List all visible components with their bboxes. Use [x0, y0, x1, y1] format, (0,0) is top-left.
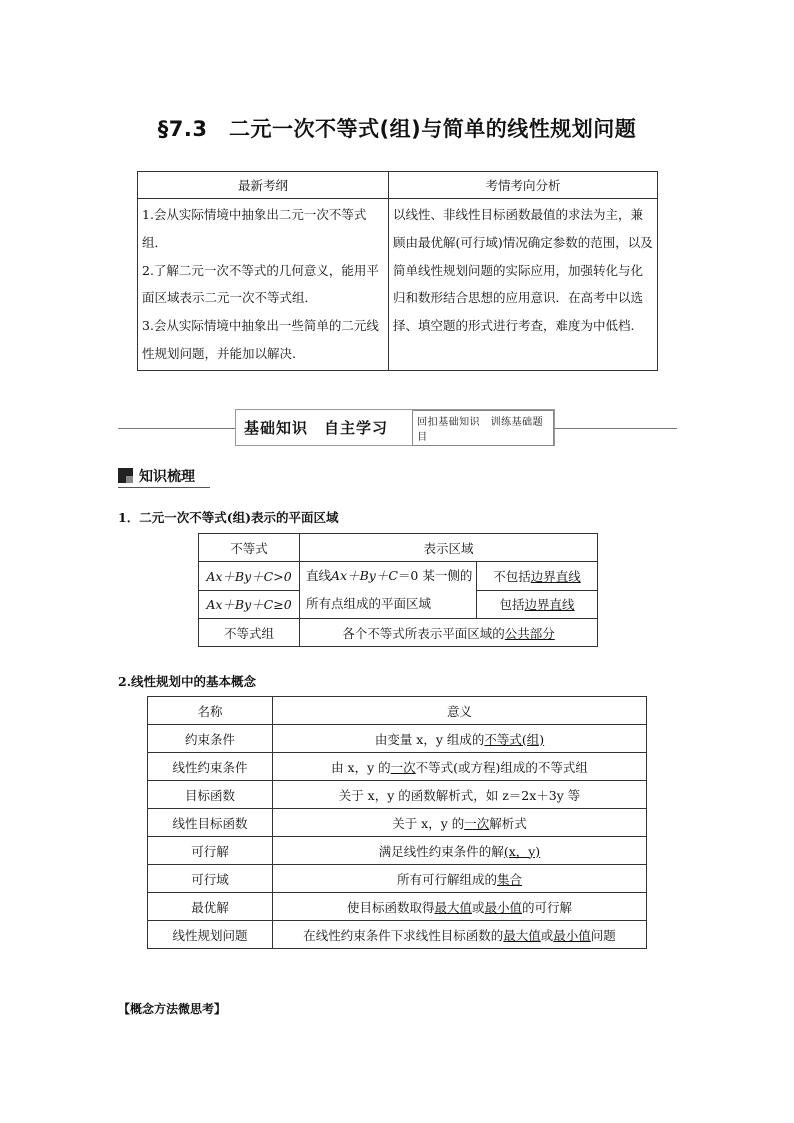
- concept-meaning: [273, 837, 647, 865]
- table-row: [148, 753, 647, 781]
- meaning-text: 或: [540, 927, 554, 943]
- meaning-underlined: 最大值: [503, 927, 541, 943]
- meaning-text: 使目标函数取得: [346, 899, 435, 915]
- table-row: [148, 781, 647, 809]
- table-row: [148, 809, 647, 837]
- meaning-text: 所有可行解组成的: [396, 871, 497, 887]
- region-desc-math: Ax＋By＋C: [331, 568, 398, 583]
- meaning-underlined: 最大值: [434, 899, 472, 915]
- banner-subtitle: 回扣基础知识 训练基础题目: [412, 410, 554, 446]
- meaning-text: 关于 x，y 的函数解析式，如 z＝2x＋3y 等: [338, 787, 581, 803]
- meaning-underlined: (x，y): [503, 843, 541, 859]
- syllabus-point-3: 3.会从实际情境中抽象出一些简单的二元线性规划问题，并能加以解决.: [142, 318, 379, 361]
- concept-meaning: [273, 753, 647, 781]
- section-heading: 知识梳理: [139, 469, 195, 485]
- meaning-underlined: 集合: [497, 871, 523, 887]
- meaning-underlined: 最小值: [484, 899, 523, 915]
- meaning-underlined: 不等式(组): [484, 731, 545, 747]
- region-header-ineq: 不等式: [199, 534, 300, 562]
- region-header-area: 表示区域: [300, 534, 598, 562]
- concept-name: 目标函数: [148, 781, 273, 809]
- region-ineq-nonstrict: Ax＋By＋C≥0: [199, 590, 300, 619]
- concept-name: 可行解: [148, 837, 273, 865]
- meaning-text: 不等式(或方程)组成的不等式组: [415, 759, 588, 775]
- concept-meaning: [273, 781, 647, 809]
- meaning-text: 关于 x，y 的: [392, 815, 465, 831]
- syllabus-header-left: 最新考纲: [138, 172, 389, 199]
- meaning-text: 或: [471, 899, 485, 915]
- region-note-strict: [477, 562, 598, 591]
- table-row: [148, 837, 647, 865]
- item1-heading: 1．二元一次不等式(组)表示的平面区域: [118, 510, 339, 525]
- concept-name: 线性约束条件: [148, 753, 273, 781]
- note-underlined: 边界直线: [524, 597, 575, 613]
- concept-meaning: [273, 865, 647, 893]
- section-banner: [235, 409, 555, 446]
- region-system-desc: [300, 619, 598, 647]
- region-table: [198, 533, 598, 647]
- meaning-text: 的可行解: [522, 899, 573, 915]
- meaning-text: 在线性约束条件下求线性目标函数的: [303, 927, 504, 943]
- note-text: 不包括: [493, 568, 531, 584]
- item3-heading: 【概念方法微思考】: [118, 1002, 227, 1016]
- banner-line-left: [118, 428, 235, 429]
- note-text: 包括: [499, 597, 525, 613]
- section-underline: [118, 487, 210, 488]
- syllabus-point-1: 1.会从实际情境中抽象出二元一次不等式组．: [142, 207, 367, 250]
- banner-line-right: [555, 428, 677, 429]
- concept-name: 可行域: [148, 865, 273, 893]
- meaning-text: 由变量 x，y 组成的: [374, 731, 485, 747]
- system-desc-text: 各个不等式所表示平面区域的: [342, 625, 505, 641]
- syllabus-table: [137, 171, 658, 371]
- item2-heading: 2.线性规划中的基本概念: [118, 674, 257, 689]
- region-description: [300, 562, 477, 619]
- concepts-header-meaning: 意义: [273, 697, 647, 725]
- table-row: [148, 725, 647, 753]
- table-row: [148, 865, 647, 893]
- meaning-text: 满足线性约束条件的解: [378, 843, 504, 859]
- table-row: [148, 893, 647, 921]
- note-underlined: 边界直线: [530, 568, 581, 584]
- meaning-underlined: 一次: [390, 759, 416, 775]
- concept-name: 线性目标函数: [148, 809, 273, 837]
- page-title: §7.3 二元一次不等式(组)与简单的线性规划问题: [157, 117, 637, 141]
- concept-meaning: [273, 725, 647, 753]
- banner-title: 基础知识 自主学习: [244, 419, 389, 437]
- meaning-text: 解析式: [489, 815, 527, 831]
- concept-name: 最优解: [148, 893, 273, 921]
- syllabus-header-right: 考情考向分析: [389, 172, 658, 199]
- square-bullet-icon: [118, 468, 133, 483]
- system-desc-underlined: 公共部分: [504, 625, 555, 641]
- syllabus-left-cell: [138, 199, 389, 371]
- concept-meaning: [273, 809, 647, 837]
- table-row: [148, 921, 647, 949]
- meaning-underlined: 一次: [464, 815, 490, 831]
- meaning-text: 问题: [590, 927, 616, 943]
- syllabus-right-cell: 以线性、非线性目标函数最值的求法为主，兼顾由最优解(可行域)情况确定参数的范围，以及简单线性规划问题的实际应用，加强转化与化归和数形结合思想的应用意识．在高考中以选择、填空题的形式进行考查，难度为中低档.: [389, 199, 658, 371]
- concept-name: 约束条件: [148, 725, 273, 753]
- concepts-table: [147, 696, 647, 949]
- concepts-header-name: 名称: [148, 697, 273, 725]
- region-desc-a: 直线: [306, 568, 332, 583]
- meaning-underlined: 最小值: [553, 927, 591, 943]
- concept-name: 线性规划问题: [148, 921, 273, 949]
- region-ineq-strict: Ax＋By＋C>0: [199, 562, 300, 591]
- region-system-label: 不等式组: [199, 619, 300, 647]
- region-note-nonstrict: [477, 590, 598, 619]
- syllabus-point-2: 2.了解二元一次不等式的几何意义，能用平面区域表示二元一次不等式组．: [142, 262, 379, 306]
- concept-meaning: [273, 921, 647, 949]
- concept-meaning: [273, 893, 647, 921]
- region-desc-b: ＝0 某一侧的所有点组成的平面区域: [306, 568, 473, 611]
- meaning-text: 由 x，y 的: [331, 759, 391, 775]
